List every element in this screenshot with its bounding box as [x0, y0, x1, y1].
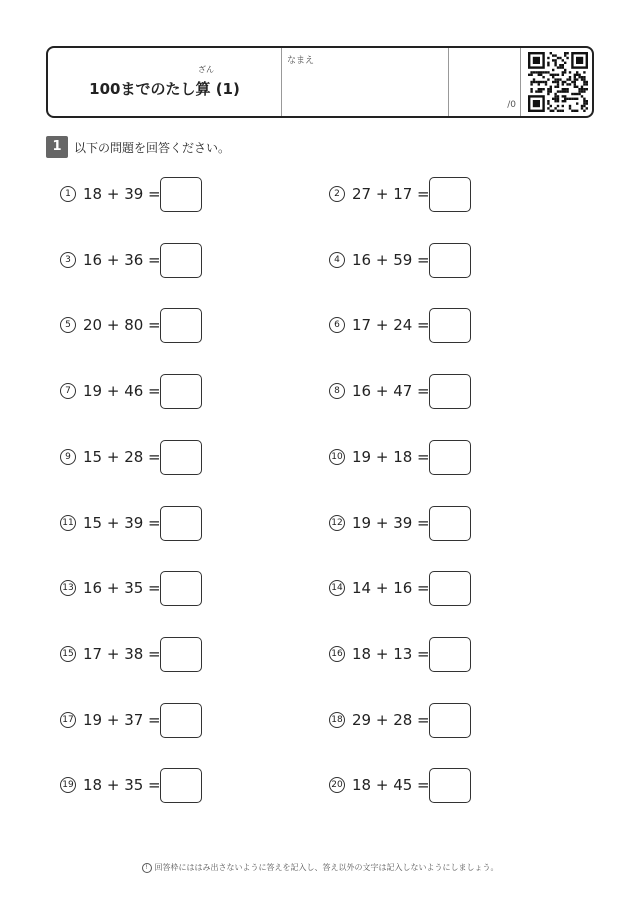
problem-number: 9: [60, 449, 76, 465]
answer-box[interactable]: [160, 768, 202, 803]
answer-box[interactable]: [160, 243, 202, 278]
answer-box[interactable]: [429, 506, 471, 541]
problem-expression: 17 + 38 =: [83, 644, 161, 663]
problem-number: 19: [60, 777, 76, 793]
problem-expression: 16 + 47 =: [352, 382, 430, 401]
problem-number: 11: [60, 515, 76, 531]
answer-box[interactable]: [160, 637, 202, 672]
problem-expression: 20 + 80 =: [83, 316, 161, 335]
problem-number: 15: [60, 646, 76, 662]
answer-box[interactable]: [429, 768, 471, 803]
answer-box[interactable]: [429, 703, 471, 738]
title-cell: [48, 48, 282, 116]
qr-cell: [520, 48, 594, 116]
problem-expression: 18 + 45 =: [352, 776, 430, 795]
problem-number: 4: [329, 252, 345, 268]
answer-box[interactable]: [429, 308, 471, 343]
answer-box[interactable]: [429, 440, 471, 475]
problem-expression: 19 + 39 =: [352, 513, 430, 532]
footer-text: 回答枠にははみ出さないように答えを記入し、答え以外の文字は記入しないようにしましょう。: [154, 863, 499, 872]
problem-expression: 14 + 16 =: [352, 579, 430, 598]
answer-box[interactable]: [429, 177, 471, 212]
problem-expression: 29 + 28 =: [352, 710, 430, 729]
problem-expression: 18 + 39 =: [83, 185, 161, 203]
problem-number: 16: [329, 646, 345, 662]
answer-box[interactable]: [160, 177, 202, 212]
problem-number: 13: [60, 580, 76, 596]
problem-number: 6: [329, 317, 345, 333]
name-cell[interactable]: [281, 48, 449, 116]
problem-number: 10: [329, 449, 345, 465]
page-title: 100までのたし算 (1): [89, 80, 240, 98]
answer-box[interactable]: [160, 308, 202, 343]
problem-number: 7: [60, 383, 76, 399]
problem-expression: 19 + 46 =: [83, 382, 161, 401]
problem-expression: 27 + 17 =: [352, 185, 430, 203]
problem-expression: 16 + 59 =: [352, 250, 430, 269]
answer-box[interactable]: [429, 243, 471, 278]
answer-box[interactable]: [429, 637, 471, 672]
problem-expression: 18 + 35 =: [83, 776, 161, 795]
answer-box[interactable]: [429, 571, 471, 606]
answer-box[interactable]: [160, 703, 202, 738]
problem-expression: 15 + 39 =: [83, 513, 161, 532]
answer-box[interactable]: [160, 506, 202, 541]
problem-number: 20: [329, 777, 345, 793]
problem-number: 14: [329, 580, 345, 596]
answer-box[interactable]: [160, 374, 202, 409]
worksheet-header: [46, 46, 594, 118]
info-icon: !: [142, 863, 152, 873]
qr-code-icon: [528, 52, 588, 112]
problem-expression: 17 + 24 =: [352, 316, 430, 335]
problem-expression: 16 + 35 =: [83, 579, 161, 598]
problem-expression: 15 + 28 =: [83, 447, 161, 466]
title-ruby: ざん: [198, 65, 214, 74]
problem-expression: 19 + 18 =: [352, 447, 430, 466]
problem-number: 2: [329, 186, 345, 202]
problem-number: 3: [60, 252, 76, 268]
problem-number: 18: [329, 712, 345, 728]
answer-box[interactable]: [160, 440, 202, 475]
answer-box[interactable]: [429, 374, 471, 409]
name-label: なまえ: [287, 56, 315, 66]
problem-number: 1: [60, 186, 76, 202]
problem-number: 8: [329, 383, 345, 399]
score-text: /0: [507, 100, 516, 110]
problem-number: 17: [60, 712, 76, 728]
answer-box[interactable]: [160, 571, 202, 606]
section-number: 1: [46, 136, 68, 158]
problem-expression: 19 + 37 =: [83, 710, 161, 729]
footer-note: [0, 862, 640, 873]
section-instruction: 以下の問題を回答ください。: [74, 141, 231, 155]
problem-number: 5: [60, 317, 76, 333]
score-cell: [448, 48, 521, 116]
problem-expression: 16 + 36 =: [83, 250, 161, 269]
problem-number: 12: [329, 515, 345, 531]
problem-expression: 18 + 13 =: [352, 644, 430, 663]
